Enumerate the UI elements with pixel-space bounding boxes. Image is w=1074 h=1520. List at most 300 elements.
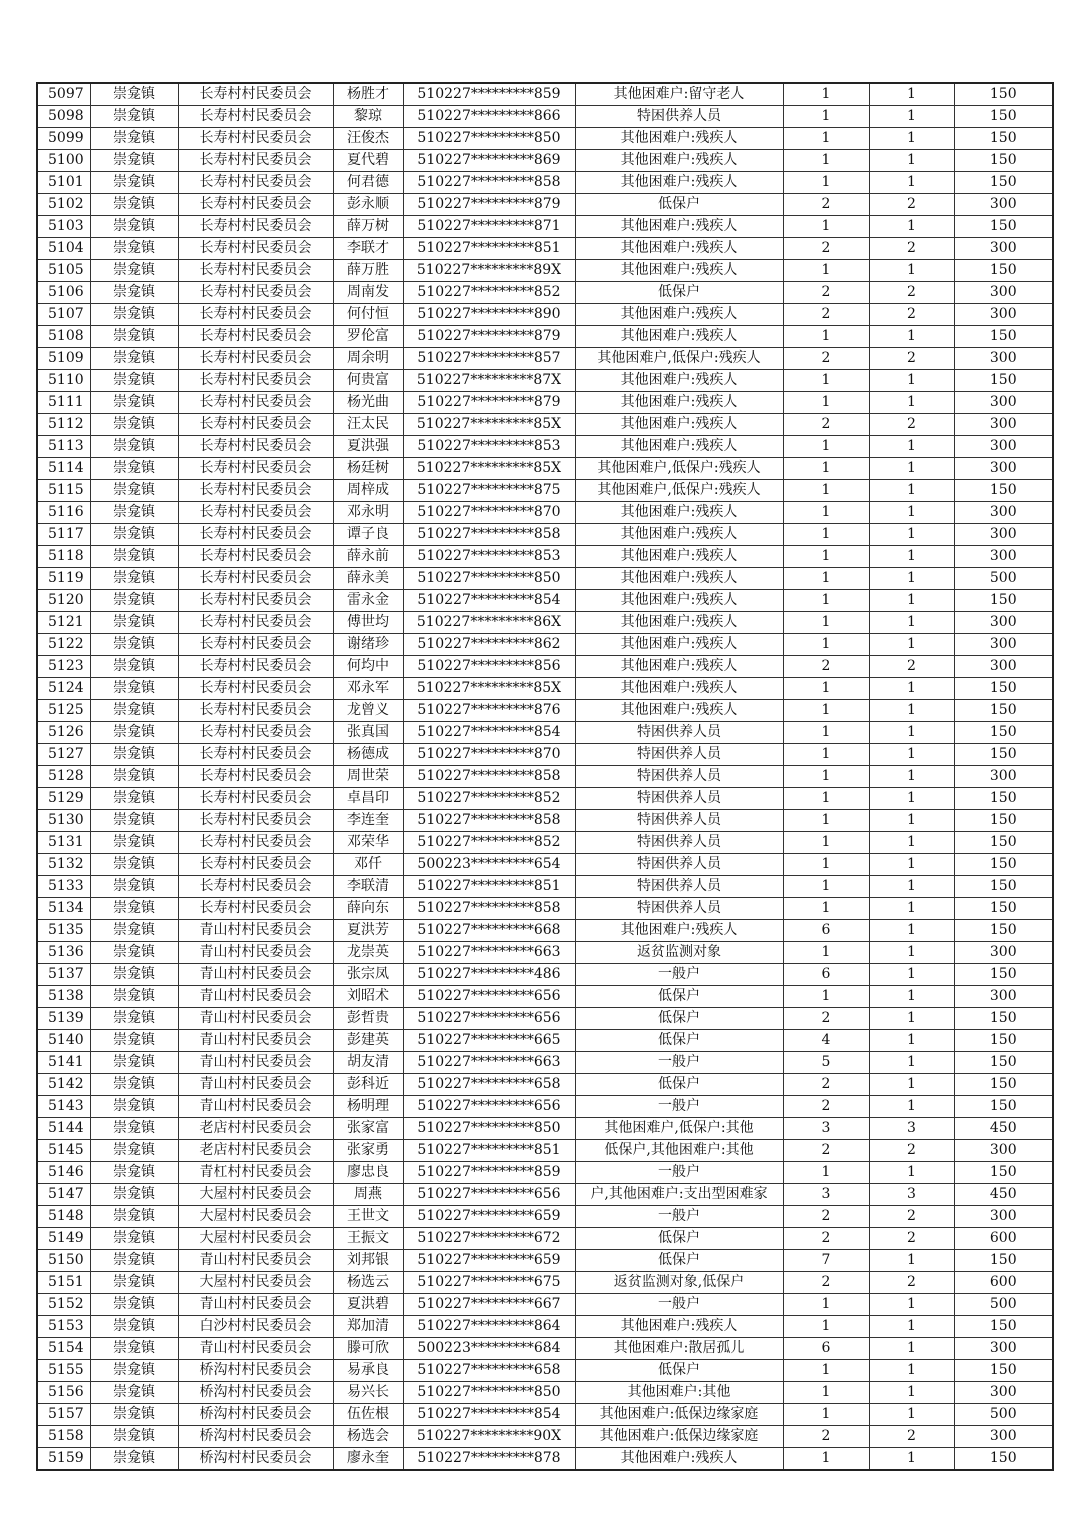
household-size-cell: 1 — [783, 986, 869, 1008]
table-row — [37, 348, 1053, 370]
table-row — [37, 1118, 1053, 1140]
household-category-cell: 一般户 — [575, 1294, 783, 1316]
covered-persons-cell: 1 — [869, 1382, 954, 1404]
records-table-body — [37, 83, 1053, 1470]
household-size-cell: 5 — [783, 1052, 869, 1074]
town-cell: 崇龛镇 — [90, 1426, 178, 1448]
table-row — [37, 436, 1053, 458]
row-number-cell: 5148 — [37, 1206, 90, 1228]
household-size-cell: 6 — [783, 1338, 869, 1360]
row-number-cell: 5139 — [37, 1008, 90, 1030]
person-name-cell: 杨选云 — [333, 1272, 403, 1294]
village-committee-cell: 长寿村村民委员会 — [178, 766, 333, 788]
covered-persons-cell: 3 — [869, 1184, 954, 1206]
town-cell: 崇龛镇 — [90, 634, 178, 656]
town-cell: 崇龛镇 — [90, 238, 178, 260]
row-number-cell: 5117 — [37, 524, 90, 546]
village-committee-cell: 长寿村村民委员会 — [178, 106, 333, 128]
row-number-cell: 5110 — [37, 370, 90, 392]
row-number-cell: 5133 — [37, 876, 90, 898]
village-committee-cell: 桥沟村村民委员会 — [178, 1426, 333, 1448]
row-number-cell: 5099 — [37, 128, 90, 150]
row-number-cell: 5154 — [37, 1338, 90, 1360]
row-number-cell: 5112 — [37, 414, 90, 436]
row-number-cell: 5130 — [37, 810, 90, 832]
town-cell: 崇龛镇 — [90, 348, 178, 370]
town-cell: 崇龛镇 — [90, 83, 178, 106]
village-committee-cell: 长寿村村民委员会 — [178, 854, 333, 876]
table-row — [37, 458, 1053, 480]
row-number-cell: 5101 — [37, 172, 90, 194]
table-row — [37, 1074, 1053, 1096]
table-row — [37, 854, 1053, 876]
covered-persons-cell: 2 — [869, 238, 954, 260]
person-name-cell: 罗伦富 — [333, 326, 403, 348]
covered-persons-cell: 1 — [869, 1250, 954, 1272]
household-size-cell: 2 — [783, 304, 869, 326]
person-name-cell: 周南发 — [333, 282, 403, 304]
covered-persons-cell: 1 — [869, 612, 954, 634]
household-size-cell: 1 — [783, 700, 869, 722]
town-cell: 崇龛镇 — [90, 1052, 178, 1074]
village-committee-cell: 青山村村民委员会 — [178, 986, 333, 1008]
table-row — [37, 766, 1053, 788]
town-cell: 崇龛镇 — [90, 106, 178, 128]
household-size-cell: 1 — [783, 788, 869, 810]
household-size-cell: 2 — [783, 282, 869, 304]
id-number-cell: 510227*********853 — [403, 546, 575, 568]
village-committee-cell: 长寿村村民委员会 — [178, 436, 333, 458]
id-number-cell: 510227*********858 — [403, 766, 575, 788]
town-cell: 崇龛镇 — [90, 744, 178, 766]
table-row — [37, 1228, 1053, 1250]
id-number-cell: 510227*********85X — [403, 414, 575, 436]
covered-persons-cell: 2 — [869, 348, 954, 370]
row-number-cell: 5156 — [37, 1382, 90, 1404]
row-number-cell: 5119 — [37, 568, 90, 590]
table-row — [37, 1008, 1053, 1030]
town-cell: 崇龛镇 — [90, 810, 178, 832]
row-number-cell: 5116 — [37, 502, 90, 524]
amount-cell: 150 — [954, 106, 1053, 128]
household-category-cell: 其他困难户:残疾人 — [575, 678, 783, 700]
id-number-cell: 510227*********89X — [403, 260, 575, 282]
town-cell: 崇龛镇 — [90, 964, 178, 986]
person-name-cell: 周梓成 — [333, 480, 403, 502]
household-category-cell: 返贫监测对象 — [575, 942, 783, 964]
town-cell: 崇龛镇 — [90, 986, 178, 1008]
row-number-cell: 5144 — [37, 1118, 90, 1140]
covered-persons-cell: 1 — [869, 766, 954, 788]
id-number-cell: 510227*********658 — [403, 1360, 575, 1382]
id-number-cell: 510227*********853 — [403, 436, 575, 458]
village-committee-cell: 长寿村村民委员会 — [178, 744, 333, 766]
household-category-cell: 低保户 — [575, 1030, 783, 1052]
person-name-cell: 张家富 — [333, 1118, 403, 1140]
household-category-cell: 其他困难户:残疾人 — [575, 128, 783, 150]
town-cell: 崇龛镇 — [90, 1382, 178, 1404]
row-number-cell: 5125 — [37, 700, 90, 722]
id-number-cell: 510227*********852 — [403, 788, 575, 810]
amount-cell: 150 — [954, 590, 1053, 612]
covered-persons-cell: 2 — [869, 1426, 954, 1448]
village-committee-cell: 老店村村民委员会 — [178, 1118, 333, 1140]
household-category-cell: 其他困难户:残疾人 — [575, 172, 783, 194]
household-size-cell: 2 — [783, 1140, 869, 1162]
amount-cell: 150 — [954, 788, 1053, 810]
person-name-cell: 王世文 — [333, 1206, 403, 1228]
village-committee-cell: 长寿村村民委员会 — [178, 722, 333, 744]
village-committee-cell: 白沙村村民委员会 — [178, 1316, 333, 1338]
person-name-cell: 龙曾义 — [333, 700, 403, 722]
household-category-cell: 一般户 — [575, 1052, 783, 1074]
household-category-cell: 一般户 — [575, 964, 783, 986]
household-category-cell: 低保户 — [575, 1228, 783, 1250]
village-committee-cell: 长寿村村民委员会 — [178, 392, 333, 414]
row-number-cell: 5146 — [37, 1162, 90, 1184]
id-number-cell: 510227*********656 — [403, 986, 575, 1008]
row-number-cell: 5145 — [37, 1140, 90, 1162]
row-number-cell: 5107 — [37, 304, 90, 326]
covered-persons-cell: 1 — [869, 392, 954, 414]
village-committee-cell: 长寿村村民委员会 — [178, 304, 333, 326]
household-size-cell: 1 — [783, 458, 869, 480]
person-name-cell: 易兴长 — [333, 1382, 403, 1404]
household-category-cell: 其他困难户:残疾人 — [575, 612, 783, 634]
household-size-cell: 2 — [783, 1228, 869, 1250]
table-row — [37, 876, 1053, 898]
covered-persons-cell: 2 — [869, 414, 954, 436]
village-committee-cell: 青杠村村民委员会 — [178, 1162, 333, 1184]
household-size-cell: 2 — [783, 194, 869, 216]
village-committee-cell: 长寿村村民委员会 — [178, 876, 333, 898]
person-name-cell: 何均中 — [333, 656, 403, 678]
row-number-cell: 5123 — [37, 656, 90, 678]
row-number-cell: 5121 — [37, 612, 90, 634]
row-number-cell: 5141 — [37, 1052, 90, 1074]
table-row — [37, 788, 1053, 810]
town-cell: 崇龛镇 — [90, 1448, 178, 1471]
table-row — [37, 568, 1053, 590]
id-number-cell: 510227*********850 — [403, 128, 575, 150]
table-row — [37, 810, 1053, 832]
household-size-cell: 2 — [783, 238, 869, 260]
household-category-cell: 其他困难户:残疾人 — [575, 590, 783, 612]
village-committee-cell: 青山村村民委员会 — [178, 1052, 333, 1074]
table-row — [37, 1162, 1053, 1184]
person-name-cell: 周燕 — [333, 1184, 403, 1206]
household-size-cell: 1 — [783, 172, 869, 194]
table-row — [37, 480, 1053, 502]
table-row — [37, 1250, 1053, 1272]
table-row — [37, 942, 1053, 964]
person-name-cell: 伍佐根 — [333, 1404, 403, 1426]
person-name-cell: 张真国 — [333, 722, 403, 744]
row-number-cell: 5129 — [37, 788, 90, 810]
village-committee-cell: 长寿村村民委员会 — [178, 370, 333, 392]
household-category-cell: 其他困难户:残疾人 — [575, 524, 783, 546]
amount-cell: 150 — [954, 876, 1053, 898]
table-row — [37, 1382, 1053, 1404]
id-number-cell: 510227*********864 — [403, 1316, 575, 1338]
table-row — [37, 172, 1053, 194]
town-cell: 崇龛镇 — [90, 1030, 178, 1052]
id-number-cell: 510227*********656 — [403, 1096, 575, 1118]
covered-persons-cell: 1 — [869, 744, 954, 766]
amount-cell: 500 — [954, 1404, 1053, 1426]
person-name-cell: 傅世均 — [333, 612, 403, 634]
row-number-cell: 5150 — [37, 1250, 90, 1272]
amount-cell: 300 — [954, 1382, 1053, 1404]
table-row — [37, 1272, 1053, 1294]
town-cell: 崇龛镇 — [90, 1250, 178, 1272]
id-number-cell: 510227*********852 — [403, 282, 575, 304]
household-category-cell: 低保户 — [575, 282, 783, 304]
amount-cell: 150 — [954, 370, 1053, 392]
household-category-cell: 特困供养人员 — [575, 898, 783, 920]
household-category-cell: 其他困难户:残疾人 — [575, 392, 783, 414]
person-name-cell: 周世荣 — [333, 766, 403, 788]
id-number-cell: 510227*********876 — [403, 700, 575, 722]
household-category-cell: 特困供养人员 — [575, 106, 783, 128]
person-name-cell: 薛永前 — [333, 546, 403, 568]
id-number-cell: 510227*********656 — [403, 1184, 575, 1206]
row-number-cell: 5105 — [37, 260, 90, 282]
table-row — [37, 612, 1053, 634]
household-category-cell: 一般户 — [575, 1096, 783, 1118]
table-row — [37, 128, 1053, 150]
household-size-cell: 1 — [783, 546, 869, 568]
row-number-cell: 5102 — [37, 194, 90, 216]
amount-cell: 300 — [954, 304, 1053, 326]
town-cell: 崇龛镇 — [90, 128, 178, 150]
table-row — [37, 106, 1053, 128]
town-cell: 崇龛镇 — [90, 370, 178, 392]
town-cell: 崇龛镇 — [90, 568, 178, 590]
row-number-cell: 5111 — [37, 392, 90, 414]
id-number-cell: 510227*********852 — [403, 832, 575, 854]
table-row — [37, 326, 1053, 348]
row-number-cell: 5108 — [37, 326, 90, 348]
village-committee-cell: 大屋村村民委员会 — [178, 1228, 333, 1250]
id-number-cell: 510227*********85X — [403, 458, 575, 480]
covered-persons-cell: 1 — [869, 150, 954, 172]
village-committee-cell: 青山村村民委员会 — [178, 1030, 333, 1052]
household-size-cell: 2 — [783, 656, 869, 678]
person-name-cell: 杨胜才 — [333, 83, 403, 106]
covered-persons-cell: 1 — [869, 678, 954, 700]
household-size-cell: 1 — [783, 744, 869, 766]
village-committee-cell: 青山村村民委员会 — [178, 1008, 333, 1030]
id-number-cell: 510227*********871 — [403, 216, 575, 238]
covered-persons-cell: 3 — [869, 1118, 954, 1140]
village-committee-cell: 长寿村村民委员会 — [178, 612, 333, 634]
table-row — [37, 898, 1053, 920]
person-name-cell: 刘邦银 — [333, 1250, 403, 1272]
amount-cell: 150 — [954, 216, 1053, 238]
row-number-cell: 5122 — [37, 634, 90, 656]
id-number-cell: 510227*********859 — [403, 1162, 575, 1184]
table-row — [37, 590, 1053, 612]
id-number-cell: 510227*********854 — [403, 1404, 575, 1426]
covered-persons-cell: 2 — [869, 1228, 954, 1250]
household-category-cell: 特困供养人员 — [575, 810, 783, 832]
village-committee-cell: 长寿村村民委员会 — [178, 260, 333, 282]
person-name-cell: 杨选会 — [333, 1426, 403, 1448]
covered-persons-cell: 1 — [869, 524, 954, 546]
row-number-cell: 5158 — [37, 1426, 90, 1448]
covered-persons-cell: 1 — [869, 546, 954, 568]
household-category-cell: 其他困难户:残疾人 — [575, 920, 783, 942]
household-category-cell: 其他困难户:低保边缘家庭 — [575, 1426, 783, 1448]
household-size-cell: 1 — [783, 1360, 869, 1382]
town-cell: 崇龛镇 — [90, 1228, 178, 1250]
person-name-cell: 邓荣华 — [333, 832, 403, 854]
row-number-cell: 5134 — [37, 898, 90, 920]
table-row — [37, 1426, 1053, 1448]
person-name-cell: 谢绪珍 — [333, 634, 403, 656]
household-size-cell: 7 — [783, 1250, 869, 1272]
table-row — [37, 370, 1053, 392]
id-number-cell: 510227*********486 — [403, 964, 575, 986]
person-name-cell: 邓永军 — [333, 678, 403, 700]
row-number-cell: 5142 — [37, 1074, 90, 1096]
amount-cell: 150 — [954, 964, 1053, 986]
row-number-cell: 5100 — [37, 150, 90, 172]
village-committee-cell: 桥沟村村民委员会 — [178, 1404, 333, 1426]
person-name-cell: 邓永明 — [333, 502, 403, 524]
person-name-cell: 滕可欣 — [333, 1338, 403, 1360]
town-cell: 崇龛镇 — [90, 876, 178, 898]
covered-persons-cell: 1 — [869, 832, 954, 854]
household-size-cell: 2 — [783, 348, 869, 370]
covered-persons-cell: 1 — [869, 1338, 954, 1360]
amount-cell: 150 — [954, 678, 1053, 700]
town-cell: 崇龛镇 — [90, 282, 178, 304]
household-size-cell: 2 — [783, 1426, 869, 1448]
covered-persons-cell: 1 — [869, 128, 954, 150]
amount-cell: 150 — [954, 744, 1053, 766]
amount-cell: 300 — [954, 502, 1053, 524]
person-name-cell: 李连奎 — [333, 810, 403, 832]
household-category-cell: 其他困难户:残疾人 — [575, 150, 783, 172]
id-number-cell: 510227*********859 — [403, 83, 575, 106]
village-committee-cell: 长寿村村民委员会 — [178, 238, 333, 260]
person-name-cell: 彭科近 — [333, 1074, 403, 1096]
household-size-cell: 1 — [783, 83, 869, 106]
town-cell: 崇龛镇 — [90, 1118, 178, 1140]
table-row — [37, 678, 1053, 700]
town-cell: 崇龛镇 — [90, 216, 178, 238]
amount-cell: 150 — [954, 260, 1053, 282]
table-row — [37, 392, 1053, 414]
household-category-cell: 其他困难户:残疾人 — [575, 634, 783, 656]
id-number-cell: 510227*********656 — [403, 1008, 575, 1030]
town-cell: 崇龛镇 — [90, 656, 178, 678]
row-number-cell: 5135 — [37, 920, 90, 942]
table-row — [37, 238, 1053, 260]
town-cell: 崇龛镇 — [90, 854, 178, 876]
id-number-cell: 510227*********672 — [403, 1228, 575, 1250]
person-name-cell: 卓昌印 — [333, 788, 403, 810]
row-number-cell: 5113 — [37, 436, 90, 458]
covered-persons-cell: 1 — [869, 964, 954, 986]
id-number-cell: 510227*********663 — [403, 1052, 575, 1074]
amount-cell: 300 — [954, 194, 1053, 216]
covered-persons-cell: 1 — [869, 1448, 954, 1471]
town-cell: 崇龛镇 — [90, 700, 178, 722]
amount-cell: 300 — [954, 1426, 1053, 1448]
table-row — [37, 1140, 1053, 1162]
person-name-cell: 杨廷树 — [333, 458, 403, 480]
village-committee-cell: 长寿村村民委员会 — [178, 194, 333, 216]
records-table — [36, 82, 1054, 1471]
id-number-cell: 510227*********854 — [403, 722, 575, 744]
id-number-cell: 510227*********851 — [403, 1140, 575, 1162]
row-number-cell: 5098 — [37, 106, 90, 128]
village-committee-cell: 长寿村村民委员会 — [178, 414, 333, 436]
person-name-cell: 彭哲贵 — [333, 1008, 403, 1030]
table-row — [37, 832, 1053, 854]
household-size-cell: 1 — [783, 260, 869, 282]
covered-persons-cell: 1 — [869, 260, 954, 282]
covered-persons-cell: 2 — [869, 656, 954, 678]
town-cell: 崇龛镇 — [90, 1338, 178, 1360]
amount-cell: 600 — [954, 1228, 1053, 1250]
household-size-cell: 1 — [783, 590, 869, 612]
household-category-cell: 其他困难户:残疾人 — [575, 656, 783, 678]
table-row — [37, 634, 1053, 656]
covered-persons-cell: 1 — [869, 1316, 954, 1338]
covered-persons-cell: 1 — [869, 1294, 954, 1316]
id-number-cell: 510227*********856 — [403, 656, 575, 678]
household-size-cell: 1 — [783, 810, 869, 832]
records-sheet — [36, 82, 1054, 1471]
amount-cell: 150 — [954, 832, 1053, 854]
household-category-cell: 其他困难户:残疾人 — [575, 700, 783, 722]
amount-cell: 150 — [954, 172, 1053, 194]
id-number-cell: 510227*********658 — [403, 1074, 575, 1096]
town-cell: 崇龛镇 — [90, 612, 178, 634]
village-committee-cell: 长寿村村民委员会 — [178, 678, 333, 700]
household-size-cell: 1 — [783, 326, 869, 348]
table-row — [37, 1294, 1053, 1316]
table-row — [37, 304, 1053, 326]
table-row — [37, 150, 1053, 172]
table-row — [37, 282, 1053, 304]
household-category-cell: 其他困难户,低保户:其他 — [575, 1118, 783, 1140]
village-committee-cell: 青山村村民委员会 — [178, 964, 333, 986]
village-committee-cell: 长寿村村民委员会 — [178, 128, 333, 150]
id-number-cell: 510227*********659 — [403, 1206, 575, 1228]
town-cell: 崇龛镇 — [90, 832, 178, 854]
id-number-cell: 510227*********90X — [403, 1426, 575, 1448]
household-category-cell: 其他困难户:残疾人 — [575, 1316, 783, 1338]
person-name-cell: 王振文 — [333, 1228, 403, 1250]
household-size-cell: 1 — [783, 1382, 869, 1404]
id-number-cell: 500223*********654 — [403, 854, 575, 876]
household-category-cell: 其他困难户:残疾人 — [575, 546, 783, 568]
village-committee-cell: 青山村村民委员会 — [178, 942, 333, 964]
town-cell: 崇龛镇 — [90, 150, 178, 172]
household-category-cell: 其他困难户:残疾人 — [575, 436, 783, 458]
household-category-cell: 其他困难户:残疾人 — [575, 216, 783, 238]
row-number-cell: 5124 — [37, 678, 90, 700]
amount-cell: 150 — [954, 898, 1053, 920]
person-name-cell: 汪太民 — [333, 414, 403, 436]
table-row — [37, 1338, 1053, 1360]
row-number-cell: 5120 — [37, 590, 90, 612]
